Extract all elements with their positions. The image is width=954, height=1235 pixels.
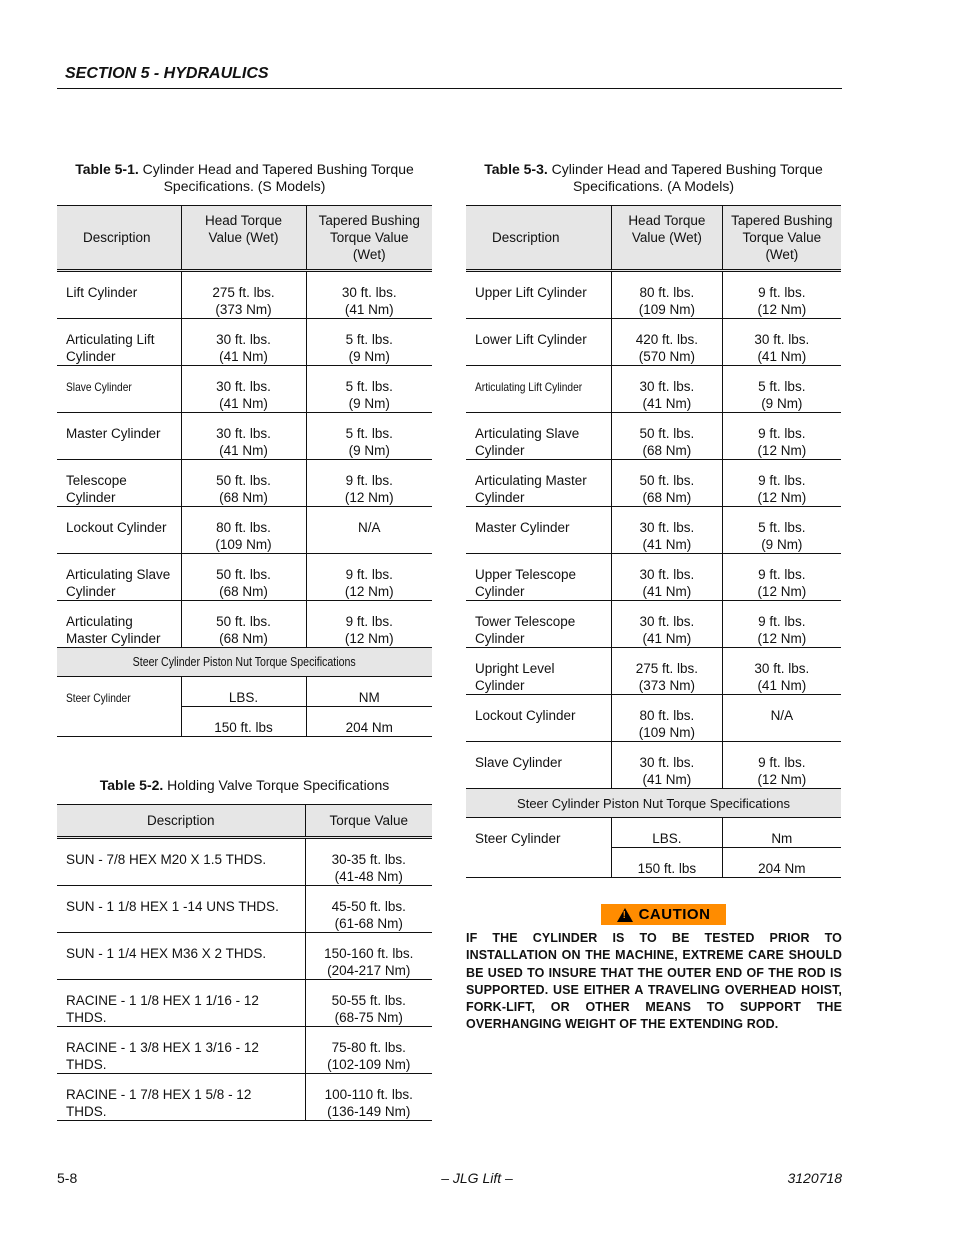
torque-ftlbs: 5 ft. lbs. [345, 426, 393, 441]
steer-row-units [57, 677, 432, 707]
steer-description [466, 818, 612, 878]
tapered-bushing-value [306, 366, 432, 413]
row-description [57, 319, 181, 366]
torque-ftlbs: 9 ft. lbs. [345, 567, 393, 582]
torque-ftlbs: 9 ft. lbs. [345, 614, 393, 629]
table-row [57, 886, 432, 933]
steer-row-units [466, 818, 841, 848]
row-description-text: Articulating Master Cylinder [475, 473, 587, 505]
torque-nm: (41 Nm) [757, 349, 807, 364]
torque-ftlbs: 9 ft. lbs. [758, 473, 806, 488]
caution-label: CAUTION [638, 906, 711, 923]
torque-ftlbs: 9 ft. lbs. [758, 614, 806, 629]
table-3 [466, 205, 841, 878]
torque-nm: (41 Nm) [642, 396, 692, 411]
table-row [57, 507, 432, 554]
table-3-header-tapered-bushing: Tapered Bushing Torque Value (Wet) [722, 206, 841, 271]
table-3-header-description: Description [466, 206, 612, 271]
head-torque-value [181, 507, 306, 554]
torque-nm: (109 Nm) [638, 302, 695, 317]
caution-badge [601, 904, 726, 925]
torque-ftlbs: 50 ft. lbs. [639, 473, 695, 488]
row-description [466, 554, 612, 601]
torque-nm: (9 Nm) [348, 349, 390, 364]
head-torque-value [612, 366, 723, 413]
head-torque-value [181, 601, 306, 648]
torque-nm: (41 Nm) [642, 772, 692, 787]
tapered-bushing-value [722, 648, 841, 695]
row-description [466, 319, 612, 366]
torque-ftlbs: 5 ft. lbs. [758, 520, 806, 535]
torque-ftlbs: 9 ft. lbs. [758, 285, 806, 300]
torque-ftlbs: 50-55 ft. lbs. [331, 993, 406, 1008]
table-2-header-torque-value: Torque Value [305, 805, 432, 838]
table-row [466, 271, 841, 319]
row-description-text: Slave Cylinder [475, 755, 563, 770]
torque-nm: (68 Nm) [219, 631, 268, 646]
head-torque-value [612, 507, 723, 554]
torque-ftlbs: N/A [770, 708, 794, 723]
torque-nm: (109 Nm) [215, 537, 272, 552]
table-2-caption-text: Holding Valve Torque Specifications [163, 777, 390, 793]
table-row [57, 1074, 432, 1121]
header-rule [57, 88, 842, 89]
torque-nm: (12 Nm) [757, 302, 807, 317]
section-title: SECTION 5 - HYDRAULICS [65, 65, 269, 82]
steer-unit-nm: NM [306, 677, 432, 707]
head-torque-value [612, 460, 723, 507]
table-row [57, 554, 432, 601]
table-row [466, 742, 841, 789]
tapered-bushing-value [722, 319, 841, 366]
torque-ftlbs: 5 ft. lbs. [345, 332, 393, 347]
table-2-caption-label: Table 5-2. [99, 777, 164, 793]
steer-band-row [57, 648, 432, 677]
steer-band-row [466, 789, 841, 818]
torque-nm: (12 Nm) [757, 584, 807, 599]
steer-description-text: Steer Cylinder [66, 691, 131, 705]
tapered-bushing-value [722, 695, 841, 742]
row-description-text: Articulating Slave Cylinder [66, 567, 171, 599]
torque-ftlbs: 420 ft. lbs. [635, 332, 698, 347]
steer-unit-lbs: LBS. [181, 677, 306, 707]
head-torque-value [612, 648, 723, 695]
table-1-caption-line2: Specifications. (S Models) [163, 178, 326, 194]
row-description [57, 554, 181, 601]
torque-ftlbs: 30 ft. lbs. [639, 614, 695, 629]
table-1-header-description: Description [57, 206, 181, 271]
table-row [57, 933, 432, 980]
table-3-caption [466, 161, 841, 195]
torque-ftlbs: 30 ft. lbs. [216, 426, 271, 441]
steer-value-lbs: 150 ft. lbs [612, 848, 723, 878]
valve-torque-value [305, 980, 432, 1027]
head-torque-value [181, 554, 306, 601]
row-description-text: Lift Cylinder [66, 285, 138, 300]
row-description-text: Articulating Master Cylinder [66, 614, 161, 646]
torque-nm: (12 Nm) [757, 631, 807, 646]
head-torque-value [612, 601, 723, 648]
table-row [57, 601, 432, 648]
row-description-text: Articulating Slave Cylinder [475, 426, 580, 458]
tapered-bushing-value [306, 271, 432, 319]
torque-ftlbs: 30 ft. lbs. [341, 285, 397, 300]
valve-description: RACINE - 1 1/8 HEX 1 1/16 - 12 THDS. [57, 980, 305, 1027]
torque-ftlbs: 50 ft. lbs. [216, 567, 271, 582]
head-torque-value [612, 413, 723, 460]
row-description-text: Articulating Lift Cylinder [475, 380, 583, 394]
valve-torque-value [305, 838, 432, 886]
row-description-text: Articulating Lift Cylinder [66, 332, 155, 364]
torque-nm: (41 Nm) [344, 302, 394, 317]
valve-description: SUN - 7/8 HEX M20 X 1.5 THDS. [57, 838, 305, 886]
row-description [57, 507, 181, 554]
steer-value-nm: 204 Nm [722, 848, 841, 878]
steer-value-nm: 204 Nm [306, 707, 432, 737]
torque-nm: (570 Nm) [638, 349, 695, 364]
table-row [57, 271, 432, 319]
torque-ftlbs: 9 ft. lbs. [758, 426, 806, 441]
row-description [466, 366, 612, 413]
torque-nm: (41 Nm) [219, 396, 268, 411]
row-description-text: Tower Telescope Cylinder [475, 614, 576, 646]
table-1-caption-text: Cylinder Head and Tapered Bushing Torque [138, 161, 414, 177]
torque-ftlbs: 45-50 ft. lbs. [331, 899, 406, 914]
torque-nm: (41 Nm) [642, 631, 692, 646]
row-description-text: Lockout Cylinder [475, 708, 576, 723]
torque-ftlbs: 5 ft. lbs. [345, 379, 393, 394]
valve-torque-value [305, 886, 432, 933]
tapered-bushing-value [722, 554, 841, 601]
valve-torque-value [305, 1027, 432, 1074]
valve-torque-value [305, 933, 432, 980]
table-row [57, 413, 432, 460]
row-description-text: Upright Level Cylinder [475, 661, 555, 693]
head-torque-value [181, 413, 306, 460]
torque-ftlbs: 9 ft. lbs. [758, 755, 806, 770]
torque-ftlbs: 30 ft. lbs. [639, 520, 695, 535]
head-torque-value [612, 554, 723, 601]
torque-ftlbs: 80 ft. lbs. [216, 520, 271, 535]
torque-nm: (12 Nm) [757, 490, 807, 505]
row-description-text: Master Cylinder [66, 426, 161, 441]
row-description [466, 507, 612, 554]
row-description [57, 271, 181, 319]
row-description [466, 648, 612, 695]
torque-ftlbs: 9 ft. lbs. [758, 567, 806, 582]
table-1-header-tapered-bushing: Tapered Bushing Torque Value (Wet) [306, 206, 432, 271]
table-row [57, 1027, 432, 1074]
steer-description [57, 677, 181, 737]
torque-ftlbs: 275 ft. lbs. [212, 285, 275, 300]
caution-text: IF THE CYLINDER IS TO BE TESTED PRIOR TO INSTALLATION ON THE MACHINE, EXTREME CARE SHOULD BE USED TO INSURE THAT THE OUTER END OF THE ROD IS SUPPORTED. USE EITHER A TRAVELING OVERHEAD HOIST, FORK-LIFT, OR OTHER MEANS TO SUPPORT THE OVERHANGING WEIGHT OF THE EXTENDING ROD. [466, 931, 842, 1032]
table-2-header-description: Description [57, 805, 305, 838]
table-row [466, 554, 841, 601]
torque-ftlbs: 50 ft. lbs. [216, 614, 271, 629]
torque-ftlbs: 80 ft. lbs. [639, 708, 695, 723]
steer-band [57, 648, 432, 677]
torque-ftlbs: 30 ft. lbs. [639, 567, 695, 582]
torque-nm: (68-75 Nm) [334, 1010, 403, 1025]
row-description [57, 413, 181, 460]
tapered-bushing-value [306, 460, 432, 507]
row-description [466, 413, 612, 460]
steer-unit-nm: Nm [722, 818, 841, 848]
table-2-caption [57, 777, 432, 794]
torque-ftlbs: 100-110 ft. lbs. [324, 1087, 413, 1102]
table-1-header-head-torque: Head Torque Value (Wet) [181, 206, 306, 271]
row-description [466, 460, 612, 507]
valve-description: RACINE - 1 7/8 HEX 1 5/8 - 12 THDS. [57, 1074, 305, 1121]
torque-ftlbs: 275 ft. lbs. [635, 661, 698, 676]
table-1-caption-label: Table 5-1. [75, 161, 139, 177]
head-torque-value [612, 271, 723, 319]
torque-nm: (12 Nm) [344, 490, 394, 505]
table-row [466, 507, 841, 554]
table-3-caption-label: Table 5-3. [484, 161, 548, 177]
row-description-text: Telescope Cylinder [66, 473, 127, 505]
tapered-bushing-value [722, 271, 841, 319]
table-row [57, 980, 432, 1027]
table-row [466, 695, 841, 742]
table-row [57, 838, 432, 886]
tapered-bushing-value [306, 601, 432, 648]
table-row [466, 366, 841, 413]
row-description-text: Lower Lift Cylinder [475, 332, 587, 347]
tapered-bushing-value [722, 601, 841, 648]
torque-ftlbs: 30 ft. lbs. [216, 379, 271, 394]
torque-nm: (109 Nm) [638, 725, 695, 740]
valve-torque-value [305, 1074, 432, 1121]
torque-ftlbs: 9 ft. lbs. [345, 473, 393, 488]
torque-nm: (41 Nm) [642, 537, 692, 552]
torque-ftlbs: 5 ft. lbs. [758, 379, 806, 394]
torque-nm: (12 Nm) [757, 443, 807, 458]
torque-ftlbs: 80 ft. lbs. [639, 285, 695, 300]
table-row [466, 413, 841, 460]
row-description [57, 366, 181, 413]
table-row [466, 460, 841, 507]
torque-ftlbs: 30 ft. lbs. [639, 379, 695, 394]
torque-nm: (68 Nm) [219, 584, 268, 599]
head-torque-value [181, 271, 306, 319]
row-description [466, 271, 612, 319]
torque-nm: (12 Nm) [344, 584, 394, 599]
torque-nm: (41 Nm) [642, 584, 692, 599]
footer-center: – JLG Lift – [441, 1170, 513, 1186]
torque-nm: (68 Nm) [642, 490, 692, 505]
torque-nm: (41 Nm) [219, 443, 268, 458]
table-row [57, 460, 432, 507]
head-torque-value [612, 319, 723, 366]
tapered-bushing-value [306, 554, 432, 601]
row-description [57, 460, 181, 507]
torque-nm: (12 Nm) [757, 772, 807, 787]
table-3-caption-text: Cylinder Head and Tapered Bushing Torque [547, 161, 823, 177]
table-3-header-head-torque: Head Torque Value (Wet) [612, 206, 723, 271]
tapered-bushing-value [306, 507, 432, 554]
table-row [466, 601, 841, 648]
torque-ftlbs: 50 ft. lbs. [216, 473, 271, 488]
head-torque-value [612, 742, 723, 789]
torque-ftlbs: 150-160 ft. lbs. [324, 946, 414, 961]
tapered-bushing-value [306, 319, 432, 366]
tapered-bushing-value [722, 366, 841, 413]
steer-value-lbs: 150 ft. lbs [181, 707, 306, 737]
row-description-text: Lockout Cylinder [66, 520, 167, 535]
tapered-bushing-value [722, 413, 841, 460]
steer-unit-lbs: LBS. [612, 818, 723, 848]
table-row [466, 319, 841, 366]
table-row [466, 648, 841, 695]
torque-nm: (204-217 Nm) [327, 963, 411, 978]
row-description-text: Master Cylinder [475, 520, 570, 535]
torque-ftlbs: 50 ft. lbs. [639, 426, 695, 441]
steer-band [466, 789, 841, 818]
torque-nm: (61-68 Nm) [334, 916, 403, 931]
torque-nm: (41 Nm) [219, 349, 268, 364]
torque-ftlbs: 30 ft. lbs. [216, 332, 271, 347]
torque-ftlbs: 75-80 ft. lbs. [331, 1040, 406, 1055]
torque-ftlbs: 30 ft. lbs. [639, 755, 695, 770]
torque-nm: (41-48 Nm) [334, 869, 403, 884]
torque-nm: (102-109 Nm) [327, 1057, 411, 1072]
table-1 [57, 205, 432, 737]
row-description [466, 695, 612, 742]
row-description-text: Upper Lift Cylinder [475, 285, 587, 300]
torque-nm: (9 Nm) [761, 396, 803, 411]
steer-band-text: Steer Cylinder Piston Nut Torque Specifications [132, 655, 357, 669]
torque-nm: (68 Nm) [219, 490, 268, 505]
row-description [466, 601, 612, 648]
doc-number: 3120718 [787, 1170, 842, 1186]
steer-band-text: Steer Cylinder Piston Nut Torque Specifications [517, 795, 790, 811]
torque-nm: (373 Nm) [638, 678, 695, 693]
torque-nm: (9 Nm) [348, 443, 390, 458]
tapered-bushing-value [722, 460, 841, 507]
torque-nm: (9 Nm) [348, 396, 390, 411]
row-description [466, 742, 612, 789]
row-description-text: Upper Telescope Cylinder [475, 567, 577, 599]
table-row [57, 366, 432, 413]
valve-description: SUN - 1 1/4 HEX M36 X 2 THDS. [57, 933, 305, 980]
head-torque-value [181, 460, 306, 507]
table-1-caption [57, 161, 432, 195]
torque-nm: (373 Nm) [215, 302, 272, 317]
torque-ftlbs: 30-35 ft. lbs. [331, 852, 406, 867]
row-description [57, 601, 181, 648]
torque-nm: (41 Nm) [757, 678, 807, 693]
tapered-bushing-value [722, 742, 841, 789]
tapered-bushing-value [722, 507, 841, 554]
head-torque-value [181, 319, 306, 366]
row-description-text: Slave Cylinder [66, 380, 132, 394]
table-row [57, 319, 432, 366]
valve-description: SUN - 1 1/8 HEX 1 -14 UNS THDS. [57, 886, 305, 933]
torque-nm: (68 Nm) [642, 443, 692, 458]
page-number: 5-8 [57, 1170, 78, 1186]
torque-ftlbs: N/A [357, 520, 381, 535]
torque-ftlbs: 30 ft. lbs. [754, 332, 810, 347]
torque-nm: (9 Nm) [761, 537, 803, 552]
torque-nm: (12 Nm) [344, 631, 394, 646]
torque-ftlbs: 30 ft. lbs. [754, 661, 810, 676]
tapered-bushing-value [306, 413, 432, 460]
head-torque-value [612, 695, 723, 742]
warning-triangle-icon [617, 908, 633, 922]
table-3-caption-line2: Specifications. (A Models) [572, 178, 735, 194]
valve-description: RACINE - 1 3/8 HEX 1 3/16 - 12 THDS. [57, 1027, 305, 1074]
steer-description-text: Steer Cylinder [475, 831, 561, 846]
head-torque-value [181, 366, 306, 413]
torque-nm: (136-149 Nm) [327, 1104, 411, 1119]
table-2 [57, 804, 432, 1121]
